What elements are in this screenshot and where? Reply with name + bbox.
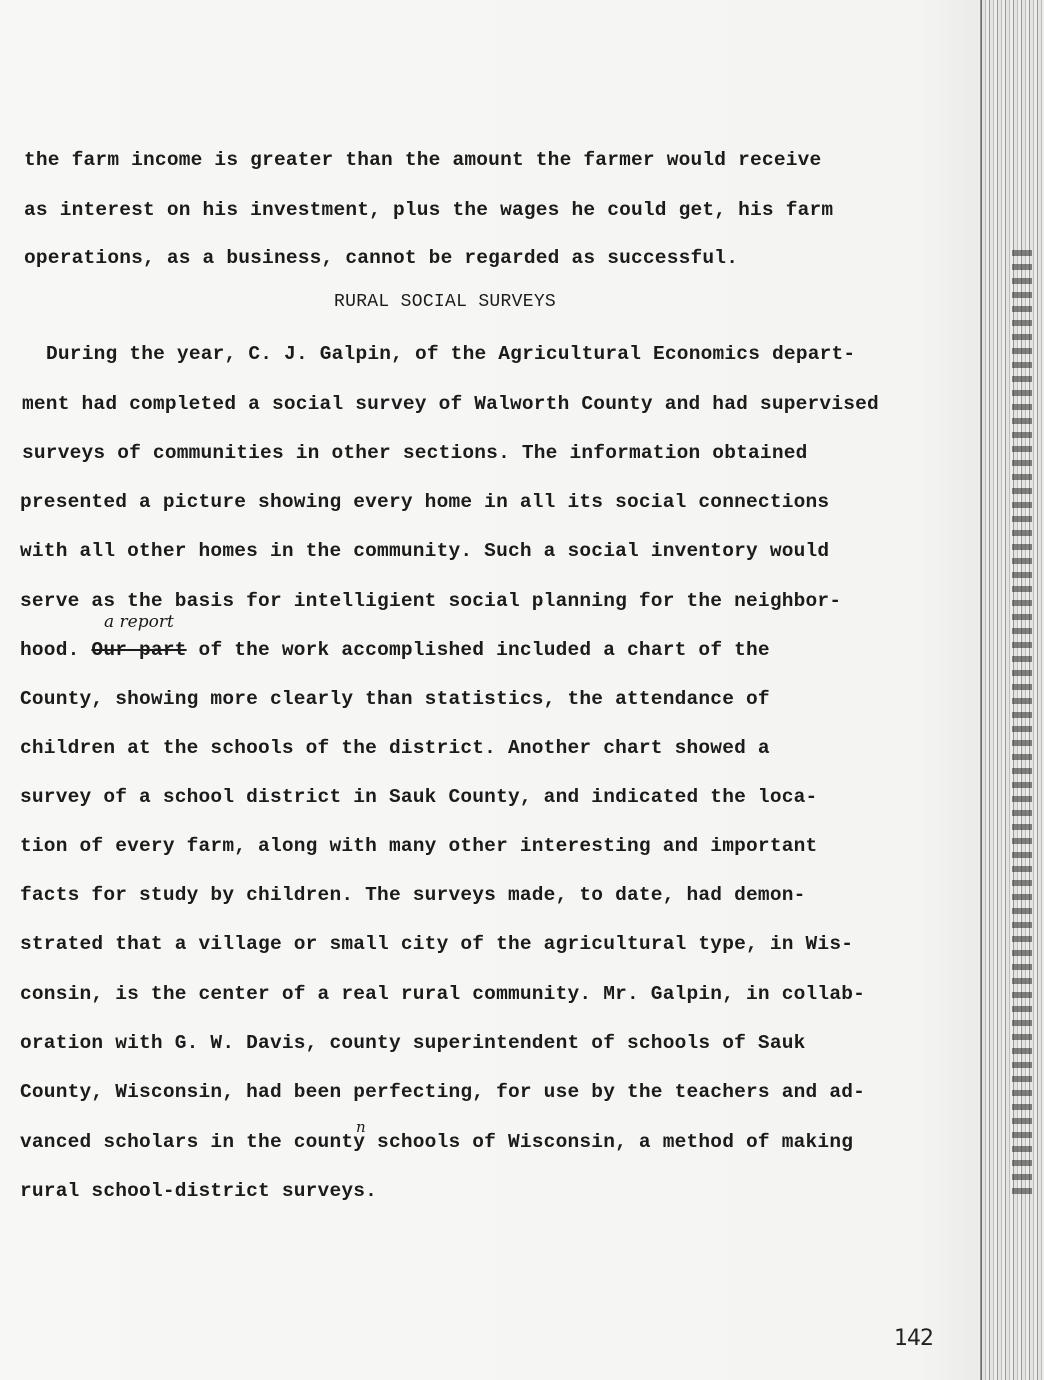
text-line: consin, is the center of a real rural community. Mr. Galpin, in collab-	[20, 983, 866, 1005]
text-line: strated that a village or small city of the agricultural type, in Wis-	[20, 933, 854, 955]
text-line: oration with G. W. Davis, county superintendent of schools of Sauk	[20, 1032, 806, 1054]
text-line-with-correction	[20, 638, 770, 662]
struck-text: Our part	[91, 639, 187, 661]
text-line: as interest on his investment, plus the wages he could get, his farm	[24, 199, 834, 221]
section-heading: RURAL SOCIAL SURVEYS	[334, 292, 557, 312]
page-stack-edge	[978, 0, 1044, 1380]
text-line: County, showing more clearly than statistics, the attendance of	[20, 688, 770, 710]
text-line: serve as the basis for intelligient social planning for the neighbor-	[20, 590, 842, 612]
text-line: with all other homes in the community. Such a social inventory would	[20, 540, 830, 562]
text-line: facts for study by children. The surveys made, to date, had demon-	[20, 884, 806, 906]
page-number: 142	[894, 1326, 933, 1351]
text-line: survey of a school district in Sauk County, and indicated the loca-	[20, 786, 818, 808]
text-line: the farm income is greater than the amount the farmer would receive	[24, 149, 822, 171]
text-line: County, Wisconsin, had been perfecting, for use by the teachers and ad-	[20, 1081, 866, 1103]
text-segment: of the work accomplished included a chart of the	[186, 639, 770, 661]
text-segment: hood.	[20, 639, 92, 661]
text-line: surveys of communities in other sections. The information obtained	[22, 442, 808, 464]
text-line: presented a picture showing every home in all its social connections	[20, 491, 830, 513]
text-line: During the year, C. J. Galpin, of the Agricultural Economics depart-	[46, 343, 856, 365]
handwritten-insertion: a report	[104, 612, 174, 632]
text-line: ment had completed a social survey of Walworth County and had supervised	[22, 393, 879, 415]
page-edge-marks	[1012, 250, 1032, 1200]
text-line: operations, as a business, cannot be regarded as successful.	[24, 247, 739, 269]
handwritten-insertion: n	[356, 1118, 366, 1136]
text-line: rural school-district surveys.	[20, 1180, 378, 1202]
text-line: tion of every farm, along with many other interesting and important	[20, 835, 818, 857]
text-line: children at the schools of the district. Another chart showed a	[20, 737, 770, 759]
text-line: vanced scholars in the county schools of Wisconsin, a method of making	[20, 1131, 854, 1153]
